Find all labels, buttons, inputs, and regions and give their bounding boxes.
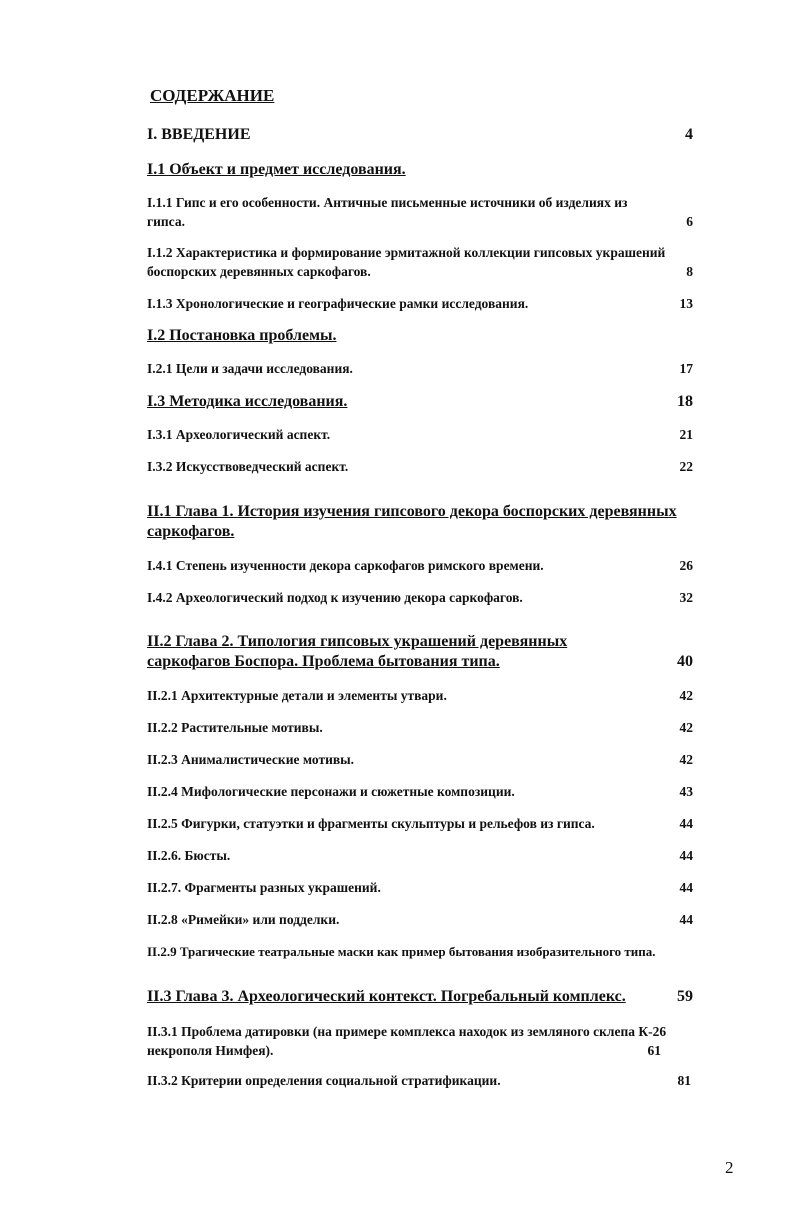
toc-entry-page: 42 <box>679 720 693 735</box>
toc-entry-text: I.3.1 Археологический аспект. <box>147 427 331 442</box>
toc-entry-page: 40 <box>677 653 693 670</box>
toc-entry-page: 8 <box>686 264 693 279</box>
toc-entry <box>147 878 693 897</box>
toc-entry <box>147 942 747 961</box>
toc-entry-page: 26 <box>679 558 693 573</box>
toc-entry <box>147 556 693 575</box>
toc-entry-text: II.2.7. Фрагменты разных украшений. <box>147 880 381 895</box>
toc-entry-text: II.3 Глава 3. Археологический контекст. Погребальный комплекс. <box>147 988 626 1005</box>
toc-entry <box>147 814 693 833</box>
page-title: СОДЕРЖАНИЕ <box>150 86 275 105</box>
page-number: 2 <box>725 1158 734 1177</box>
toc-entry-text: I.4.2 Археологический подход к изучению декора саркофагов. <box>147 590 523 605</box>
toc-entry-text: II.2.4 Мифологические персонажи и сюжетные композиции. <box>147 784 515 799</box>
toc-entry-text: II.2.9 Трагические театральные маски как пример бытования изобразительного типа. <box>147 944 656 959</box>
toc-entry <box>147 425 693 444</box>
toc-entry-page: 44 <box>679 880 693 895</box>
toc-entry-text: II.3.1 Проблема датировки (на примере комплекса находок из земляного склепа К-26 некрополя Нимфея). <box>147 1024 667 1058</box>
toc-entry-page: 43 <box>679 784 693 799</box>
toc-entry <box>147 1022 747 1060</box>
toc-entry-page: 42 <box>679 752 693 767</box>
toc-chapter-heading <box>147 632 693 672</box>
toc-section-heading <box>147 160 693 180</box>
toc-entry-page: 6 <box>686 214 693 229</box>
toc-entry-text: I.3.2 Искусствоведческий аспект. <box>147 459 349 474</box>
toc-entry <box>147 243 747 281</box>
toc-entry-text: II.2 Глава 2. Типология гипсовых украшений деревянных саркофагов Боспора. Проблема бытования типа. <box>147 633 568 670</box>
toc-entry-page: 44 <box>679 912 693 927</box>
toc-entry-text: I.1 Объект и предмет исследования. <box>147 161 406 178</box>
toc-entry-page: 81 <box>677 1073 691 1088</box>
toc-entry <box>147 782 693 801</box>
toc-entry <box>147 718 693 737</box>
toc-entry-text: I.1.1 Гипс и его особенности. Античные письменные источники об изделиях из гипса. <box>147 195 628 229</box>
toc-entry <box>147 359 693 378</box>
toc-entry-page: 32 <box>679 590 693 605</box>
toc-chapter-heading <box>147 502 693 542</box>
toc-entry-text: I.2.1 Цели и задачи исследования. <box>147 361 353 376</box>
toc-entry <box>147 750 693 769</box>
toc-entry-introduction <box>147 125 693 145</box>
toc-entry-text: I. ВВЕДЕНИЕ <box>147 126 251 143</box>
toc-entry-text: II.2.2 Растительные мотивы. <box>147 720 323 735</box>
toc-entry-page: 44 <box>679 848 693 863</box>
toc-entry-text: II.2.8 «Римейки» или подделки. <box>147 912 340 927</box>
toc-section-heading <box>147 326 693 346</box>
toc-entry-text: II.2.3 Анималистические мотивы. <box>147 752 355 767</box>
toc-entry-text: II.1 Глава 1. История изучения гипсового декора боспорских деревянных саркофагов. <box>147 503 677 540</box>
toc-entry-text: II.2.6. Бюсты. <box>147 848 231 863</box>
toc-entry <box>147 193 693 231</box>
toc-entry <box>147 686 693 705</box>
toc-entry <box>147 588 693 607</box>
toc-chapter-heading <box>147 987 693 1007</box>
toc-entry <box>147 910 693 929</box>
toc-entry-text: I.3 Методика исследования. <box>147 393 348 410</box>
toc-entry-page: 44 <box>679 816 693 831</box>
toc-section-heading <box>147 392 693 412</box>
toc-entry-page: 22 <box>679 459 693 474</box>
toc-entry-text: I.4.1 Степень изученности декора саркофагов римского времени. <box>147 558 544 573</box>
toc-entry-text: I.1.2 Характеристика и формирование эрмитажной коллекции гипсовых украшений боспорских деревянных саркофагов. <box>147 245 666 279</box>
toc-entry-page: 21 <box>679 427 693 442</box>
toc-entry-page: 59 <box>677 988 693 1005</box>
toc-entry <box>147 457 693 476</box>
toc-entry-page: 18 <box>677 393 693 410</box>
toc-entry <box>147 1071 693 1090</box>
toc-entry-page: 13 <box>679 296 693 311</box>
toc-entry-text: I.1.3 Хронологические и географические рамки исследования. <box>147 296 529 311</box>
toc-entry-text: I.2 Постановка проблемы. <box>147 327 337 344</box>
toc-entry-page: 17 <box>679 361 693 376</box>
toc-entry-page: 4 <box>685 126 693 143</box>
toc-entry-page: 61 <box>647 1043 661 1058</box>
toc-entry-text: II.3.2 Критерии определения социальной стратификации. <box>147 1073 501 1088</box>
toc-entry-text: II.2.1 Архитектурные детали и элементы утвари. <box>147 688 447 703</box>
toc-entry-text: II.2.5 Фигурки, статуэтки и фрагменты скульптуры и рельефов из гипса. <box>147 816 595 831</box>
toc-entry <box>147 846 693 865</box>
toc-entry-page: 42 <box>679 688 693 703</box>
toc-entry <box>147 294 693 313</box>
